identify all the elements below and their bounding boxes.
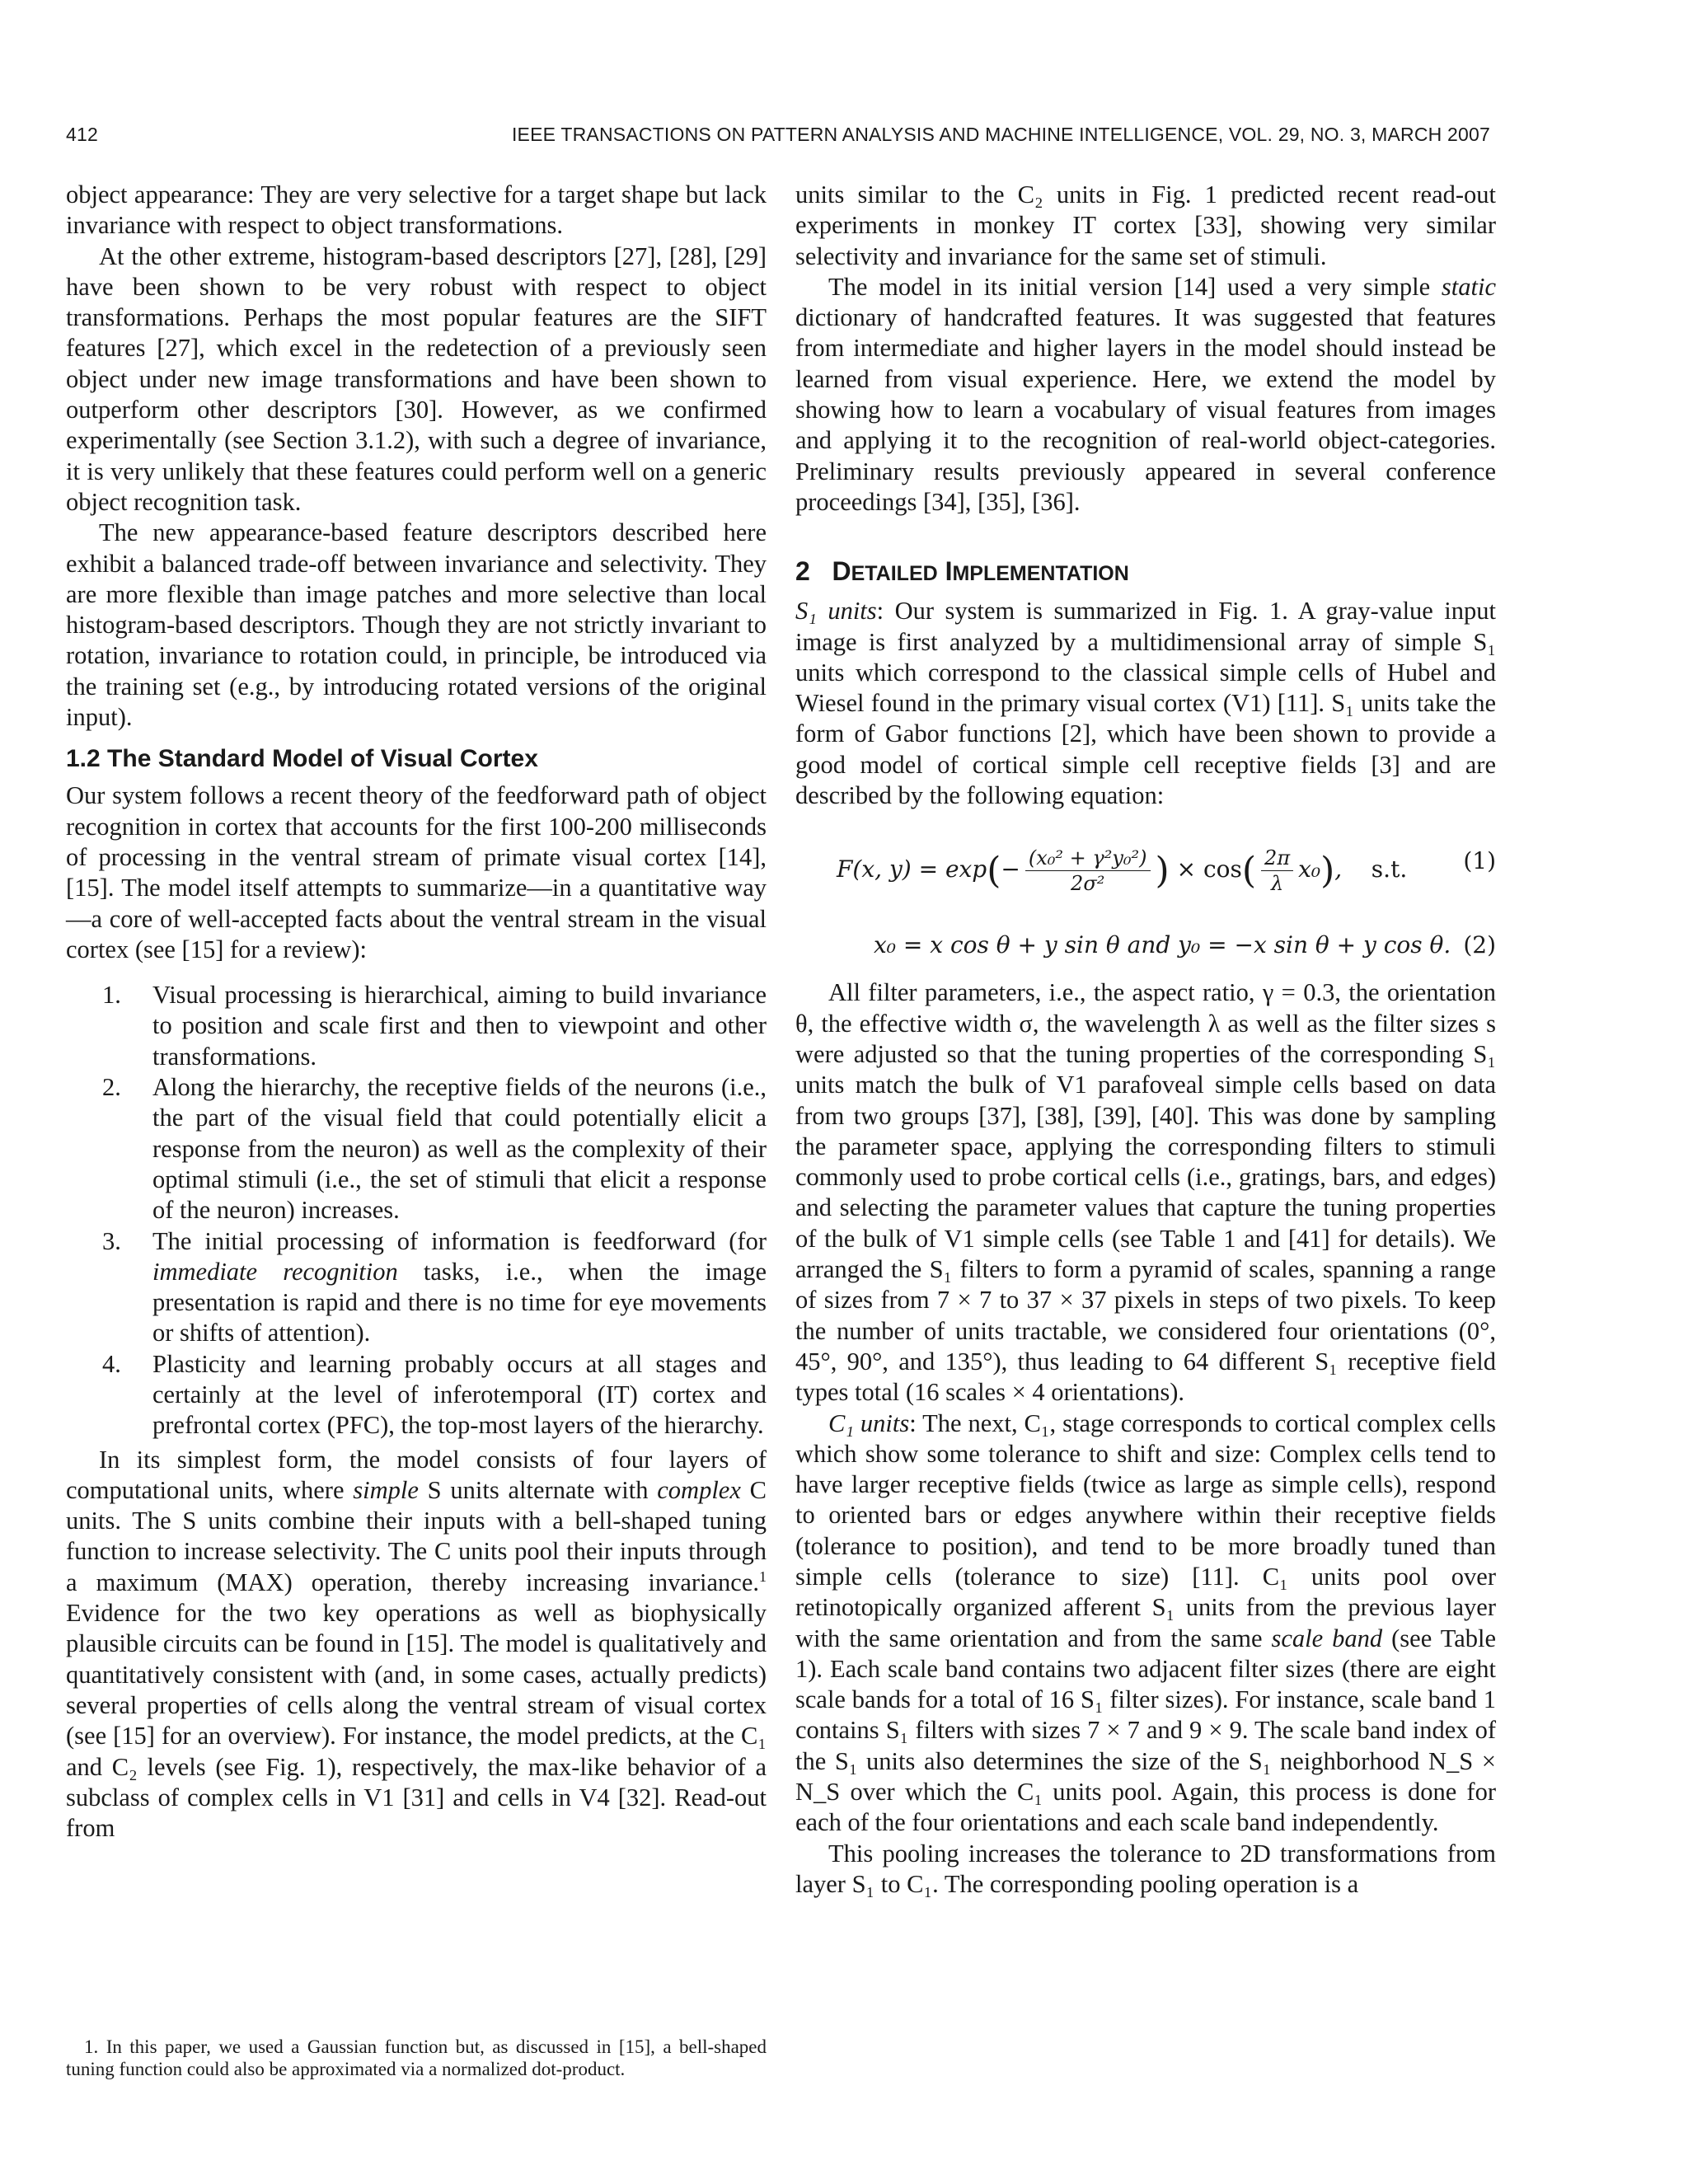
paragraph: All filter parameters, i.e., the aspect ratio, γ = 0.3, the orientation θ, the effective width σ, the wavelength λ as well as the filter sizes s were adjusted so that the tuning properties of the corresponding S₁ units match the bulk of V1 parafoveal simple cells based on data from two groups [37], [38], [39], [40]. This was done by sampling the parameter space, applying the corresponding filters to stimuli commonly used to probe cortical cells (i.e., gratings, bars, and edges) and selecting the parameter values that capture the tuning properties of the bulk of V1 simple cells (see Table 1 and [41] for details). We arranged the S₁ filters to form a pyramid of scales, spanning a range of sizes from 7 × 7 to 37 × 37 pixels in steps of two pixels. To keep the number of units tractable, we considered four orientations (0°, 45°, 90°, and 135°), thus leading to 64 different S₁ receptive field types total (16 scales × 4 orientations). [795, 978, 1496, 1407]
list-text: Visual processing is hierarchical, aiming to build invariance to position and scale first and then to viewpoint and other transformations. [152, 981, 767, 1071]
paragraph: object appearance: They are very selective for a target shape but lack invariance with respect to object transformations. [66, 180, 767, 240]
fraction-denominator: 2σ² [1071, 872, 1105, 896]
list-item [66, 980, 767, 1072]
fraction [1025, 846, 1151, 896]
text-run: C units. The S units combine their inputs with a bell-shaped tuning function to increase selectivity. The C units pool their inputs through a maximum (MAX) operation, thereby increasing invariance. [66, 1475, 767, 1596]
emphasis: complex [657, 1475, 741, 1504]
list-number: 1. [102, 981, 121, 1010]
section-title-part: ETAILED [851, 562, 938, 586]
paragraph: The new appearance-based feature descriptors described here exhibit a balanced trade-off between invariance and selectivity. They are more flexible than image patches and more selective than local histogram-based descriptors. Though they are not strictly invariant to rotation, invariance to rotation could, in principle, be introduced via the training set (e.g., by introducing rotated versions of the original input). [66, 518, 767, 732]
section-title-part: MPLEMENTATION [952, 562, 1129, 586]
paragraph: units similar to the C₂ units in Fig. 1 predicted recent read-out experiments in monkey IT cortex [33], showing very similar selectivity and invariance for the same set of stimuli. [795, 180, 1496, 270]
section-title-initial: I [945, 556, 953, 587]
paragraph: At the other extreme, histogram-based descriptors [27], [28], [29] have been shown to be very robust with respect to object transformations. Perhaps the most popular features are the SIFT features [27], which excel in the redetection of a previously seen object under new image transformations and have been shown to outperform other descriptors [30]. However, as we confirmed experimentally (see Section 3.1.2), with such a degree of invariance, it is very unlikely that these features could perform well on a generic object recognition task. [66, 241, 767, 516]
paren-open: ( [987, 850, 1001, 893]
paren-open: ( [1241, 850, 1257, 893]
fraction-denominator: λ [1270, 872, 1284, 896]
list-text: Plasticity and learning probably occurs at all stages and certainly at the level of inferotemporal (IT) cortex and prefrontal cortex (PFC), the top-most layers of the hierarchy. [152, 1349, 767, 1440]
paragraph [66, 1445, 767, 1844]
equation-text: x₀ [1298, 855, 1321, 883]
emphasis: immediate recognition [152, 1257, 398, 1286]
emphasis: simple [353, 1475, 419, 1504]
section-title-initial: D [832, 556, 851, 587]
equation-body: x₀ = x cos θ + y sin θ and y₀ = −x sin θ + y cos θ. [874, 931, 1451, 959]
equation-text: F(x, y) = exp [837, 855, 987, 883]
equation-text: × cos [1176, 855, 1242, 883]
list-number: 3. [102, 1226, 121, 1255]
text-run: S units alternate with [418, 1475, 658, 1504]
left-column [66, 180, 767, 1844]
numbered-list [66, 980, 767, 1441]
emphasis: static [1441, 272, 1496, 301]
section-heading [795, 554, 1496, 591]
paragraph [795, 272, 1496, 518]
text-run: In its simplest form, the model consists of four layers of computational units, where [66, 1445, 767, 1504]
text-run: Evidence for the two key operations as well as biophysically plausible circuits can be found in [15]. The model is qualitatively and quantitatively consistent with (and, in some cases, actually predicts) several properties of cells along the ventral stream of visual cortex (see [15] for an overview). For instance, the model predicts, at the C₁ and C₂ levels (see Fig. 1), respectively, the max-like behavior of a subclass of complex cells in V1 [31] and cells in V4 [32]. Read-out from [66, 1599, 767, 1843]
paragraph: This pooling increases the tolerance to 2D transformations from layer S₁ to C₁. The corresponding pooling operation is a [795, 1839, 1496, 1898]
list-number: 4. [102, 1349, 121, 1378]
equation-number: (1) [1463, 847, 1496, 875]
section-number: 2 [795, 556, 810, 587]
equation-2 [795, 908, 1496, 977]
emphasis: C₁ units [828, 1408, 910, 1437]
paren-close: ) [1320, 850, 1335, 893]
fraction-numerator: 2π [1261, 846, 1293, 871]
fraction [1261, 846, 1293, 896]
emphasis: S₁ units [795, 597, 877, 626]
list-text: Along the hierarchy, the receptive fields of the neurons (i.e., the part of the visual field that could potentially elicit a response from the neuron) as well as the complexity of their optimal stimuli (i.e., the set of stimuli that elicit a response of the neuron) increases. [152, 1073, 767, 1225]
list-item [66, 1349, 767, 1441]
journal-header: IEEE TRANSACTIONS ON PATTERN ANALYSIS AND MACHINE INTELLIGENCE, VOL. 29, NO. 3, MARCH 2007 [511, 124, 1490, 145]
text-run: dictionary of handcrafted features. It was suggested that features from intermediate and higher layers in the model should instead be learned from visual experience. Here, we extend the model by showing how to learn a vocabulary of visual features from images and applying it to the recognition of real-world object-categories. Preliminary results previously appeared in several conference proceedings [34], [35], [36]. [795, 303, 1496, 516]
footnote [66, 2036, 767, 2080]
right-column [795, 180, 1496, 1900]
list-number: 2. [102, 1073, 121, 1102]
text-run: The model in its initial version [14] used a very simple [828, 272, 1442, 301]
text-run: (see Table 1). Each scale band contains two adjacent filter sizes (there are eight scale bands for a total of 16 S₁ filter sizes). For instance, scale band 1 contains S₁ filters with sizes 7 × 7 and 9 × 9. The scale band index of the S₁ units also determines the size of the S₁ neighborhood N_S × N_S over which the C₁ units pool. Again, this process is done for each of the four orientations and each scale band independently. [795, 1624, 1496, 1837]
equation-body: F(x, y) = exp(− $\frac{\text{(x₀² + γ²y₀²)}}{\text{2σ²}}$ ) × cos( $\frac{2\pi}{\lambda}$ x₀), s.t. [837, 846, 1408, 896]
list-item [66, 1072, 767, 1226]
subsection-heading: 1.2 The Standard Model of Visual Cortex [66, 745, 538, 773]
equation-number: (2) [1463, 931, 1496, 959]
minus-sign: − [1001, 855, 1020, 883]
page-number: 412 [66, 124, 98, 145]
paragraph [795, 596, 1496, 811]
paren-close: ) [1155, 850, 1170, 893]
list-text: tasks, i.e., when the image presentation is rapid and there is no time for eye movements or shifts of attention). [152, 1257, 767, 1347]
footnote-marker[interactable]: 1 [759, 1568, 767, 1585]
text-run: : Our system is summarized in Fig. 1. A gray-value input image is first analyzed by a multidimensional array of simple S₁ units which correspond to the classical simple cells of Hubel and Wiesel found in the primary visual cortex (V1) [11]. S₁ units take the form of Gabor functions [2], which have been shown to provide a good model of cortical simple cell receptive fields [3] and are described by the following equation: [795, 597, 1497, 810]
paragraph: Our system follows a recent theory of the feedforward path of object recognition in cortex that accounts for the first 100-200 milliseconds of processing in the ventral stream of primate visual cortex [14], [15]. The model itself attempts to summarize—in a quantitative way—a core of well-accepted facts about the ventral stream in the visual cortex (see [15] for a review): [66, 781, 767, 963]
fraction-numerator: (x₀² + γ²y₀²) [1025, 846, 1151, 871]
list-item [66, 1226, 767, 1349]
text-run: : The next, C₁, stage corresponds to cortical complex cells which show some tolerance to shift and size: Complex cells tend to have larger receptive fields (twice as large as simple cells), respond to oriented bars or edges anywhere within their receptive fields (tolerance to position), and tend to be more broadly tuned than simple cells (tolerance to size) [11]. C₁ units pool over retinotopically organized afferent S₁ units from the previous layer with the same orientation and from the same [795, 1408, 1496, 1652]
list-text: The initial processing of information is feedforward (for [152, 1226, 767, 1255]
equation-text: s.t. [1371, 855, 1408, 883]
emphasis: scale band [1271, 1624, 1383, 1652]
paragraph [795, 1408, 1496, 1839]
equation-1 [795, 823, 1496, 908]
footnote-text: 1. In this paper, we used a Gaussian function but, as discussed in [15], a bell-shaped tuning function could also be approximated via a normalized dot-product. [66, 2036, 767, 2079]
